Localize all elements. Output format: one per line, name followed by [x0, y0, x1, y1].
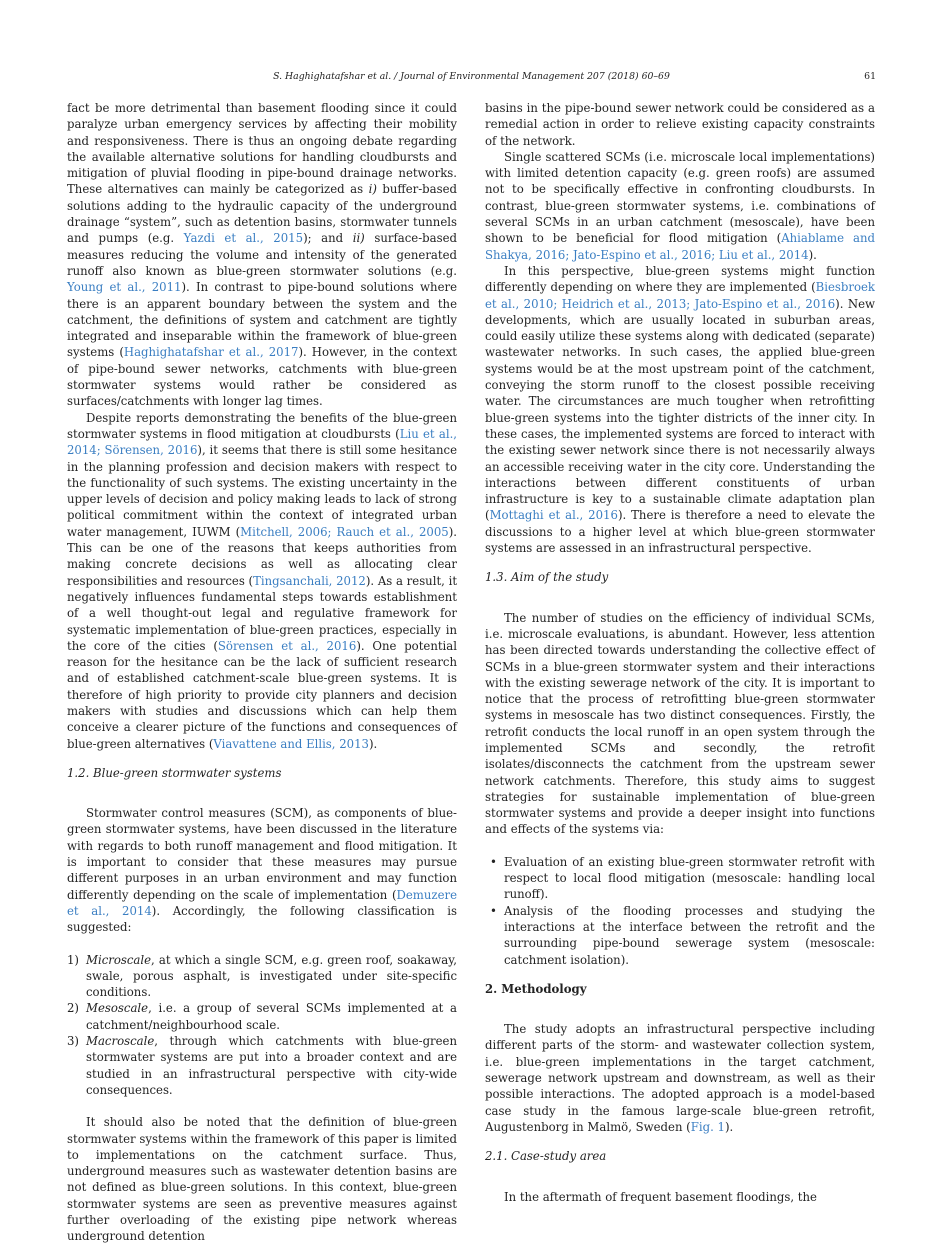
text: ).	[724, 1119, 734, 1134]
text: ).	[368, 736, 378, 751]
paragraph-remedial: basins in the pipe-bound sewer network could be considered as a remedial action in order to relieve existing capacity constraints of the network.	[485, 101, 875, 148]
citation-link[interactable]: Mottaghi et al., 2016	[489, 508, 618, 523]
list-term: Mesoscale	[86, 1001, 149, 1016]
italic-marker: i)	[368, 182, 377, 197]
figure-link[interactable]: Fig. 1	[690, 1119, 725, 1134]
citation-link[interactable]: Biesbroek et al., 2010; Heidrich et al., 2013; Jato-Espino et al., 2016	[485, 280, 875, 311]
list-term: Macroscale	[86, 1034, 155, 1049]
page-number: 61	[864, 71, 876, 82]
citation-link[interactable]: Young et al., 2011	[67, 280, 182, 295]
text: ). One potential reason for the hesitance can be the lack of sufficient research and of established catchment-scale blue-green systems. It is therefore of high priority to provide city planners and decision makers with studies and discussions which can help them conceive a clearer picture of the functions and consequences of blue-green alternatives (	[67, 638, 458, 751]
citation-link[interactable]: Haghighatafshar et al., 2017	[123, 345, 299, 360]
text: Single scattered SCMs (i.e. microscale local implementations) with limited detention capacity (e.g. green roofs) are assumed not to be specifically effective in confronting cloudbursts. In contrast, blue-green stormwater systems, i.e. combinations of several SCMs in an urban catchment (mesoscale), have been shown to be beneficial for flood mitigation (	[485, 149, 875, 246]
text: Stormwater control measures (SCM), as components of blue-green stormwater systems, have been discussed in the literature with regards to both runoff management and flood mitigation. It is important to consider that these measures may pursue different purposes in an urban environment and may function differently depending on the scale of implementation (	[67, 806, 457, 902]
list-term: Microscale	[86, 952, 152, 967]
section-heading-1-2: 1.2. Blue-green stormwater systems	[67, 765, 282, 780]
text: In this perspective, blue-green systems might function differently depending on where they are implemented (	[485, 263, 875, 295]
text: ), it seems that there is still some hesitance in the planning profession and decision makers with respect to the functionality of such systems. The existing uncertainty in the upper levels of decision and policy making leads to lack of strong political commitment within the context of integrated urban water management, IUWM (	[67, 443, 457, 539]
running-header	[67, 71, 876, 87]
citation-link[interactable]: Ahiablame and Shakya, 2016; Jato-Espino et al., 2016; Liu et al., 2014	[485, 231, 875, 262]
bullet-text: Analysis of the flooding processes and studying the interactions at the interface between the retrofit and the surrounding pipe-bound sewerage system (mesoscale: catchment isolation).	[504, 903, 875, 967]
list-text: , at which a single SCM, e.g. green roof, soakaway, swale, porous asphalt, is investigated under site-specific conditions.	[86, 952, 457, 1000]
list-number: 2)	[67, 1001, 79, 1016]
bullet-icon: •	[490, 903, 497, 918]
paragraph-case-study: In the aftermath of frequent basement floodings, the	[504, 1189, 817, 1204]
list-item	[67, 952, 457, 1001]
paragraph-hesitance	[67, 410, 457, 752]
citation-link[interactable]: Mitchell, 2006; Rauch et al., 2005	[240, 524, 449, 539]
paragraph-flood-alternatives	[67, 100, 457, 410]
list-item	[67, 1033, 457, 1098]
text: fact be more detrimental than basement flooding since it could paralyze urban emergency services by affecting their mobility and responsiveness. There is thus an ongoing debate regarding the available alternative solutions for handling cloudbursts and mitigation of pluvial flooding in pipe-bound drainage networks. These alternatives can mainly be categorized as	[67, 101, 457, 197]
classification-list	[67, 952, 457, 1099]
text: ); and	[303, 231, 353, 246]
bullet-icon: •	[490, 854, 497, 869]
list-text: , i.e. a group of several SCMs implemented at a catchment/neighbourhood scale.	[86, 1001, 457, 1032]
text: ). Accordingly, the following classification is suggested:	[67, 903, 457, 935]
aims-list	[485, 854, 875, 968]
paragraph-scm	[67, 805, 457, 935]
text: ).	[808, 247, 817, 262]
citation-link[interactable]: Yazdi et al., 2015	[183, 231, 304, 246]
citation-link[interactable]: Viavattene and Ellis, 2013	[213, 736, 369, 751]
bullet-text: Evaluation of an existing blue-green stormwater retrofit with respect to local flood mitigation (mesoscale: handling local runoff).	[504, 854, 875, 902]
list-item	[485, 854, 875, 903]
list-item	[485, 903, 875, 968]
journal-citation: S. Haghighatafshar et al. / Journal of Environmental Management 207 (2018) 60–69	[273, 71, 670, 82]
paragraph-definition: It should also be noted that the definition of blue-green stormwater systems within the framework of this paper is limited to implementations on the catchment surface. Thus, underground measures such as wastewater detention basins are not defined as blue-green solutions. In this context, blue-green stormwater systems are seen as preventive measures against further overloading of the existing pipe network whereas underground detention	[67, 1115, 457, 1244]
text: ). In contrast to pipe-bound solutions where there is an apparent boundary between the system and the catchment, the definitions of system and catchment are tightly integrated and inseparable within the framework of blue-green systems (	[67, 280, 457, 360]
text: ). New developments, which are usually located in suburban areas, could easily utilize these systems along with dedicated (separate) wastewater networks. In such cases, the applied blue-green systems would be at the most upstream point of the catchment, conveying the storm runoff to the closest possible receiving water. The circumstances are much tougher when retrofitting blue-green systems into the tighter districts of the inner city. In these cases, the implemented systems are forced to interact with the existing sewer network since there is not necessarily always an accessible receiving water in the city core. Understanding the interactions between different constituents of urban infrastructure is key to a sustainable climate adaptation plan (	[485, 296, 876, 523]
paragraph-scattered-scm	[485, 149, 875, 263]
text: ). As a result, it negatively influences fundamental steps towards establishment of a well thought-out legal and regulative framework for systematic implementation of blue-green practices, especially in the core of the cities (	[67, 573, 458, 653]
text: The study adopts an infrastructural perspective including different parts of the storm- and wastewater collection system, i.e. blue-green implementations in the target catchment, sewerage network upstream and downstream, as well as their possible interactions. The adopted approach is a model-based case study in the famous large-scale blue-green retrofit, Augustenborg in Malmö, Sweden (	[485, 1022, 875, 1134]
text: ). There is therefore a need to elevate the discussions to a higher level at which blue-green stormwater systems are assessed in an infrastructural perspective.	[485, 508, 875, 556]
text: ). This can be one of the reasons that keeps authorities from making concrete decisions as well as allocating clear responsibilities and resources (	[67, 524, 457, 588]
paragraph-methodology	[485, 1021, 875, 1135]
list-number: 1)	[67, 952, 79, 967]
citation-link[interactable]: Sörensen et al., 2016	[217, 638, 357, 653]
citation-link[interactable]: Liu et al., 2014; Sörensen, 2016	[67, 426, 457, 458]
left-column	[67, 100, 457, 1245]
text: surface-based measures reducing the volume and intensity of the generated runoff also known as blue-green stormwater solutions (e.g.	[67, 231, 457, 278]
section-heading-2-1: 2.1. Case-study area	[485, 1149, 607, 1164]
citation-link[interactable]: Tingsanchali, 2012	[253, 573, 366, 588]
list-text: , through which catchments with blue-green stormwater systems are put into a broader context and are studied in an infrastructural perspective with city-wide consequences.	[86, 1034, 457, 1097]
section-heading-2: 2. Methodology	[485, 981, 587, 996]
text: buffer-based solutions adding to the hydraulic capacity of the underground drainage “system”, such as detention basins, stormwater tunnels and pumps (e.g.	[67, 182, 457, 246]
section-heading-1-3: 1.3. Aim of the study	[485, 570, 609, 585]
text: ). However, in the context of pipe-bound sewer networks, catchments with blue-green stormwater systems would rather be considered as surfaces/catchments with longer lag times.	[67, 345, 457, 409]
list-number: 3)	[67, 1034, 79, 1049]
right-column	[485, 100, 875, 1205]
paragraph-perspective	[485, 263, 875, 556]
italic-marker: ii)	[352, 231, 365, 246]
paragraph-aim: The number of studies on the efficiency of individual SCMs, i.e. microscale evaluations, is abundant. However, less attention has been directed towards understanding the collective effect of SCMs in a blue-green stormwater system and their interactions with the existing sewerage network of the city. It is important to notice that the process of retrofitting blue-green stormwater systems in mesoscale has two distinct consequences. Firstly, the retrofit conducts the local runoff in an open system through the implemented SCMs and secondly, the retrofit isolates/disconnects the catchment from the upstream sewer network catchments. Therefore, this study aims to suggest strategies for sustainable implementation of blue-green stormwater systems and provide a deeper insight into functions and effects of the systems via:	[485, 610, 875, 837]
list-item	[67, 1000, 457, 1033]
text: Despite reports demonstrating the benefits of the blue-green stormwater systems in flood mitigation at cloudbursts (	[67, 410, 457, 441]
citation-link[interactable]: Demuzere et al., 2014	[67, 887, 457, 918]
